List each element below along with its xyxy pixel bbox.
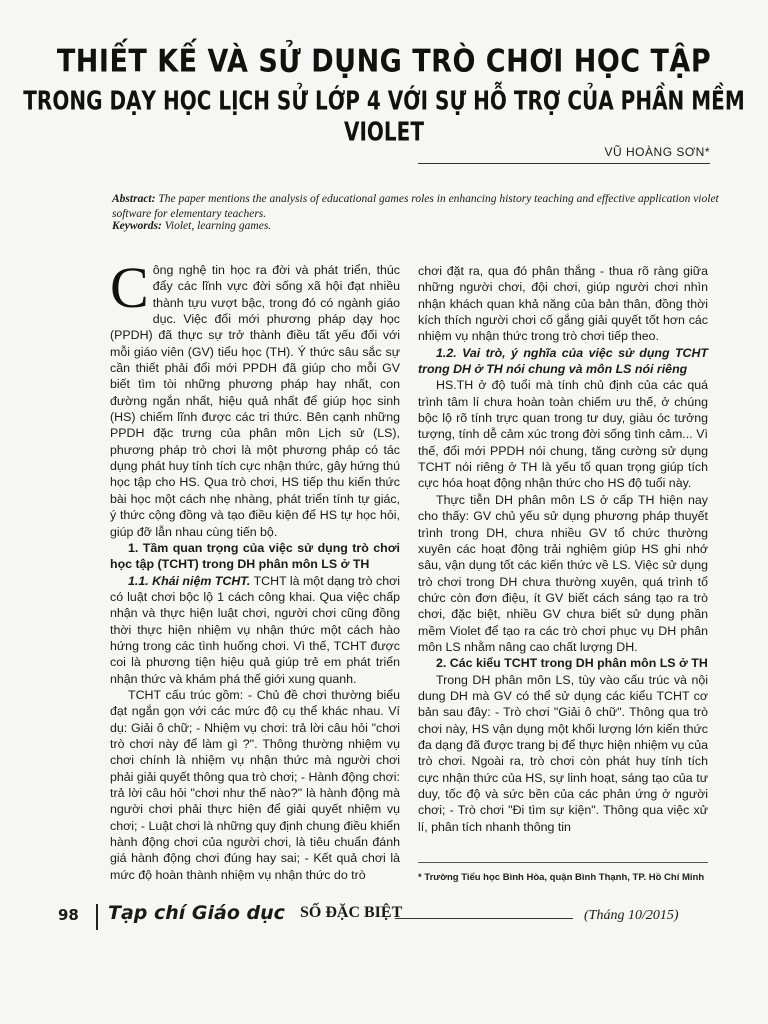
abstract-text: The paper mentions the analysis of educational games roles in enhancing history teaching and effective application violet software for elementary teachers.: [112, 193, 719, 220]
subheading-1-2: 1.2. Vai trò, ý nghĩa của việc sử dụng TCHT trong DH ở TH nói chung và môn LS nói riêng: [418, 345, 708, 377]
abstract: [112, 192, 722, 222]
footnote: * Trường Tiểu học Bình Hòa, quận Bình Thạnh, TP. Hồ Chí Minh: [418, 872, 705, 883]
subheading-1-1: 1.1. Khái niệm TCHT.: [128, 573, 251, 588]
footer-rule: [395, 918, 573, 919]
footnote-divider: [418, 862, 708, 863]
article-subtitle: TRONG DẠY HỌC LỊCH SỬ LỚP 4 VỚI SỰ HỖ TRỢ CỦA PHẦN MỀM VIOLET: [23, 84, 745, 148]
author-name: VŨ HOÀNG SƠN*: [604, 145, 710, 159]
page-number: 98: [58, 906, 79, 924]
intro-paragraph: [110, 255, 400, 540]
paragraph-1-2-b: Thực tiễn DH phân môn LS ở cấp TH hiện nay cho thấy: GV chủ yếu sử dụng phương pháp thuyết trình trong DH, chưa nhiều GV tổ chức thường xuyên các hoạt động trải nghiệm giúp HS ghi nhớ sâu, vận dụng tốt các kiến thức về LS. Việc sử dụng trò chơi trong DH chưa thường xuyên, quá trình tổ chức còn đơn điệu, ít GV biết cách sáng tạo ra trò chơi, đặc biệt, nhiều GV chưa biết sử dụng phần mềm Violet để tạo ra các trò chơi phục vụ DH phân môn LS nhằm nâng cao chất lượng DH.: [418, 492, 708, 654]
intro-text: ông nghệ tin học ra đời và phát triển, thúc đẩy các lĩnh vực đời sống xã hội đạt nhiều thành tựu vượt bậc, trong đó có ngành giáo dục. Việc đổi mới phương pháp dạy học (PPDH) đã thực sự trở thành điều tất yếu đối với mỗi giáo viên (GV) tiểu học (TH). Ý thức sâu sắc sự cần thiết phải đổi mới PPDH đã giúp cho mỗi GV biết tìm tòi những phương pháp hay nhất, con đường ngắn nhất, hiệu quả nhất để giúp học sinh (HS) chiếm lĩnh được các tri thức. Bên cạnh những PPDH đặc trưng của phân môn Lịch sử (LS), phương pháp trò chơi là một phương pháp có tác dụng phát huy tính tích cực nhận thức, gây hứng thú học tập cho HS. Qua trò chơi, HS tiếp thu kiến thức bài học một cách nhẹ nhàng, phát triển tính tự giác, ý thức cộng đồng và tạo điều kiện để HS tự học hỏi, giúp đỡ lẫn nhau cùng tiến bộ.: [110, 263, 400, 539]
page-footer: [0, 900, 768, 940]
right-column: [418, 263, 708, 835]
paragraph-structure: TCHT cấu trúc gồm: - Chủ đề chơi thường biểu đạt ngắn gọn với các mức độ cụ thể khác nhau. Ví dụ: Giải ô chữ; - Nhiệm vụ chơi: trả lời câu hỏi "chơi trò chơi này để làm gì ?". Thông thường nhiệm vụ chơi chính là nhiệm vụ nhận thức mà người chơi phải giải quyết thông qua trò chơi; - Hành động chơi: trả lời câu hỏi "chơi như thế nào?" là hành động mà người chơi phải thực hiện để giải quyết nhiệm vụ chơi; - Luật chơi là những quy định chung điều khiển hành động chơi của người chơi, là tiêu chuẩn đánh giá hành động chơi đúng hay sai; - Kết quả chơi là mức độ hoàn thành nhiệm vụ nhận thức do trò: [110, 687, 400, 882]
special-issue-label: SỐ ĐẶC BIỆT: [300, 904, 403, 921]
continued-paragraph: chơi đặt ra, qua đó phân thắng - thua rõ ràng giữa những người chơi, đội chơi, giúp người chơi nhìn nhận khách quan khả năng của bản thân, đồng thời kích thích người chơi cố gắng giải quyết tốt hơn các nhiệm vụ nhận thức trong trò chơi tiếp theo.: [418, 264, 708, 344]
footer-separator: [96, 904, 98, 930]
keywords-label: Keywords:: [112, 220, 162, 232]
abstract-label: Abstract:: [112, 193, 156, 205]
paragraph-2: Trong DH phân môn LS, tùy vào cấu trúc và nội dung DH mà GV có thể sử dụng các kiểu TCHT cơ bản sau đây: - Trò chơi "Giải ô chữ". Thông qua trò chơi này, HS vận dụng một khối lượng lớn kiến thức đa dạng đã được trang bị để thực hiện nhiệm vụ của trò chơi. Ngoài ra, trò chơi còn phát huy tính tích cực nhận thức của HS, sự linh hoạt, sáng tạo của tư duy, tốc độ và sức bền của các phản ứng ở người chơi; - Trò chơi "Đi tìm sự kiện". Thông qua việc xử lí, phân tích nhanh thông tin: [418, 672, 708, 834]
journal-name: Tạp chí Giáo dục: [108, 902, 285, 924]
paragraph-1-1-text: TCHT là một dạng trò chơi có luật chơi bộc lộ 1 cách công khai. Qua việc chấp nhận và thực hiện luật chơi, người chơi cũng đồng thời thực hiện nhiệm vụ nhận thức một cách hào hứng trong các tình huống chơi. Vì thế, TCHT được coi là phương tiện hiệu quả giúp trẻ em phát triển nhận thức và khám phá thế giới xung quanh.: [110, 573, 400, 686]
article-title: THIẾT KẾ VÀ SỬ DỤNG TRÒ CHƠI HỌC TẬP: [56, 43, 712, 80]
drop-cap: C: [110, 255, 149, 320]
author-divider: [418, 163, 710, 164]
paragraph-1-2-a: HS.TH ở độ tuổi mà tính chủ định của các quá trình tâm lí chưa hoàn toàn chiếm ưu thế, ở chúng bộc lộ rõ tính trực quan trong tư duy, giàu óc tưởng tượng, tính dễ cảm xúc trong đời sống tình cảm... Vì thế, đổi mới PPDH nói chung, tăng cường sử dụng TCHT nói riêng ở TH là yếu tố quan trọng giúp tích cực hóa hoạt động nhận thức cho HS độ tuổi này.: [418, 378, 708, 491]
section-heading-1: 1. Tầm quan trọng của việc sử dụng trò chơi học tập (TCHT) trong DH phân môn LS ở TH: [110, 540, 400, 572]
paragraph-1-1: [110, 573, 400, 687]
section-heading-2: 2. Các kiểu TCHT trong DH phân môn LS ở TH: [436, 656, 708, 671]
keywords-text: Violet, learning games.: [161, 220, 272, 232]
issue-date: (Tháng 10/2015): [584, 908, 679, 923]
keywords: [112, 220, 722, 232]
left-column: [110, 255, 400, 883]
